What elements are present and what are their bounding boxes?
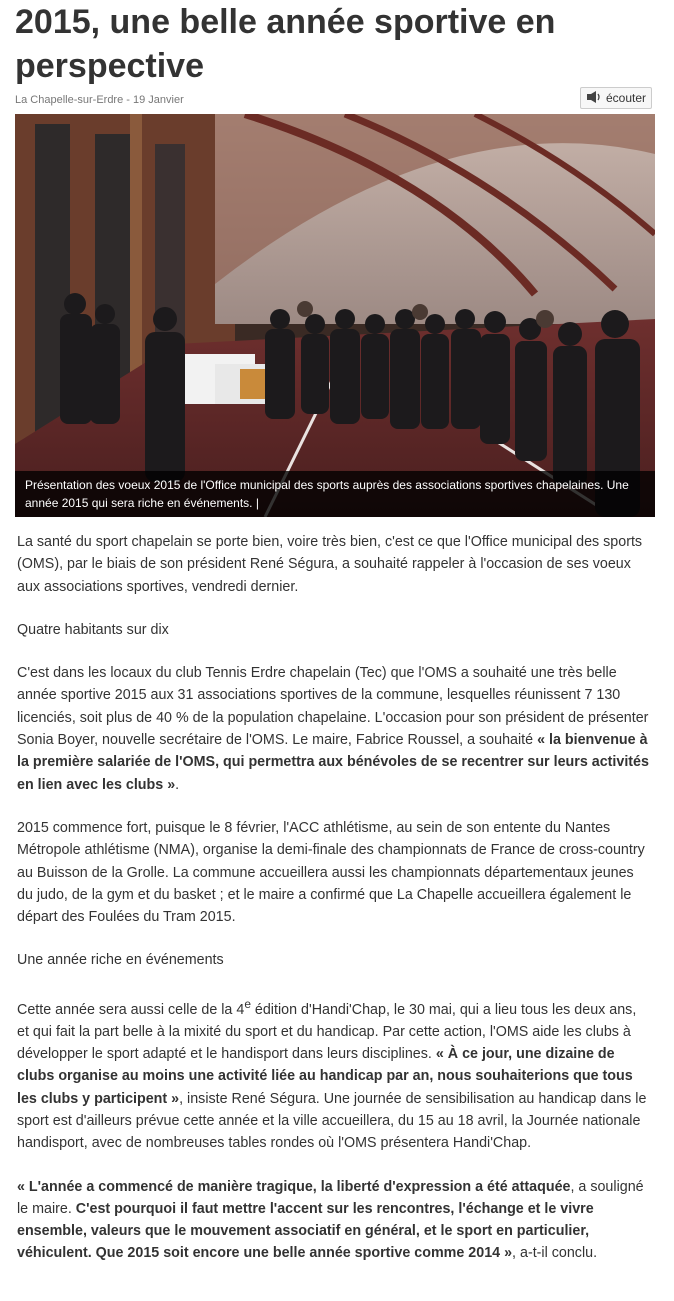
quote: « À ce jour, une dizaine de clubs organise au moins une activité liée au handicap par an, nous souhaiterions que tous les clubs y participent »: [17, 1046, 633, 1107]
listen-button[interactable]: [580, 87, 652, 109]
section-heading: Quatre habitants sur dix: [17, 621, 169, 638]
article-body: [17, 531, 651, 1286]
listen-label: écouter: [606, 91, 647, 105]
article-dateline: La Chapelle-sur-Erdre - 19 Janvier: [15, 94, 184, 106]
paragraph: 2015 commence fort, puisque le 8 février, l'ACC athlétisme, au sein de son entente du Nantes Métropole athlétisme (NMA), organise la demi-finale des championnats de France de cross-country au Buisson de la Grolle. La commune accueillera aussi les championnats départementaux jeunes du judo, de la gym et du basket ; et le maire a confirmé que La Chapelle accueillera également le départ des Foulées du Tram 2015.: [17, 819, 645, 926]
quote: « L'année a commencé de manière tragique, la liberté d'expression a été attaquée: [17, 1178, 571, 1195]
photo-illustration: [15, 114, 655, 517]
paragraph: La santé du sport chapelain se porte bien, voire très bien, c'est ce que l'Office municipal des sports (OMS), par le biais de son président René Ségura, a souhaité rappeler à l'occasion de ses voeux aux associations sportives, vendredi dernier.: [17, 534, 643, 595]
article-photo: [15, 114, 655, 517]
quote: C'est pourquoi il faut mettre l'accent sur les rencontres, l'échange et le vivre ensemble, valeurs que le mouvement associatif en général, et le sport en particulier, véhiculent. Que 2015 soit encore une belle année sportive comme 2014 »: [17, 1200, 594, 1262]
photo-caption: Présentation des voeux 2015 de l'Office municipal des sports auprès des associations sportives chapelaines. Une année 2015 qui sera riche en événements. |: [15, 471, 655, 517]
quote: « la bienvenue à la première salariée de l'OMS, qui permettra aux bénévoles de se recentrer sur leurs activités en lien avec les clubs »: [17, 732, 649, 793]
paragraph: « L'année a commencé de manière tragique, la liberté d'expression a été attaquée, a souligné le maire. C'est pourquoi il faut mettre l'accent sur les rencontres, l'échange et le vivre ensemble, valeurs que le mouvement associatif en général, et le sport en particulier, véhiculent. Que 2015 soit encore une belle année sportive comme 2014 », a-t-il conclu.: [17, 1178, 644, 1262]
paragraph: C'est dans les locaux du club Tennis Erdre chapelain (Tec) que l'OMS a souhaité une très belle année sportive 2015 aux 31 associations sportives de la commune, lesquelles réunissent 7 130 licenciés, soit plus de 40 % de la population chapelaine. L'occasion pour son président de présenter Sonia Boyer, nouvelle secrétaire de l'OMS. Le maire, Fabrice Roussel, a souhaité « la bienvenue à la première salariée de l'OMS, qui permettra aux bénévoles de se recentrer sur leurs activités en lien avec les clubs ».: [17, 665, 649, 793]
paragraph: Cette année sera aussi celle de la 4e édition d'Handi'Chap, le 30 mai, qui a lieu tous les deux ans, et qui fait la part belle à la mixité du sport et du handicap. Par cette action, l'OMS aide les clubs à développer le sport adapté et le handisport dans leurs disciplines. « À ce jour, une dizaine de clubs organise au moins une activité liée au handicap par an, nous souhaiterions que tous les clubs y participent », insiste René Ségura. Une journée de sensibilisation au handicap dans le sport est d'ailleurs prévue cette année et la ville accueillera, du 15 au 18 avril, la Journée nationale handisport, avec de nombreuses tables rondes où l'OMS présentera Handi'Chap.: [17, 996, 647, 1152]
speaker-icon: [586, 90, 602, 107]
section-heading: Une année riche en événements: [17, 952, 224, 969]
page-title: 2015, une belle année sportive en perspective: [15, 3, 556, 85]
